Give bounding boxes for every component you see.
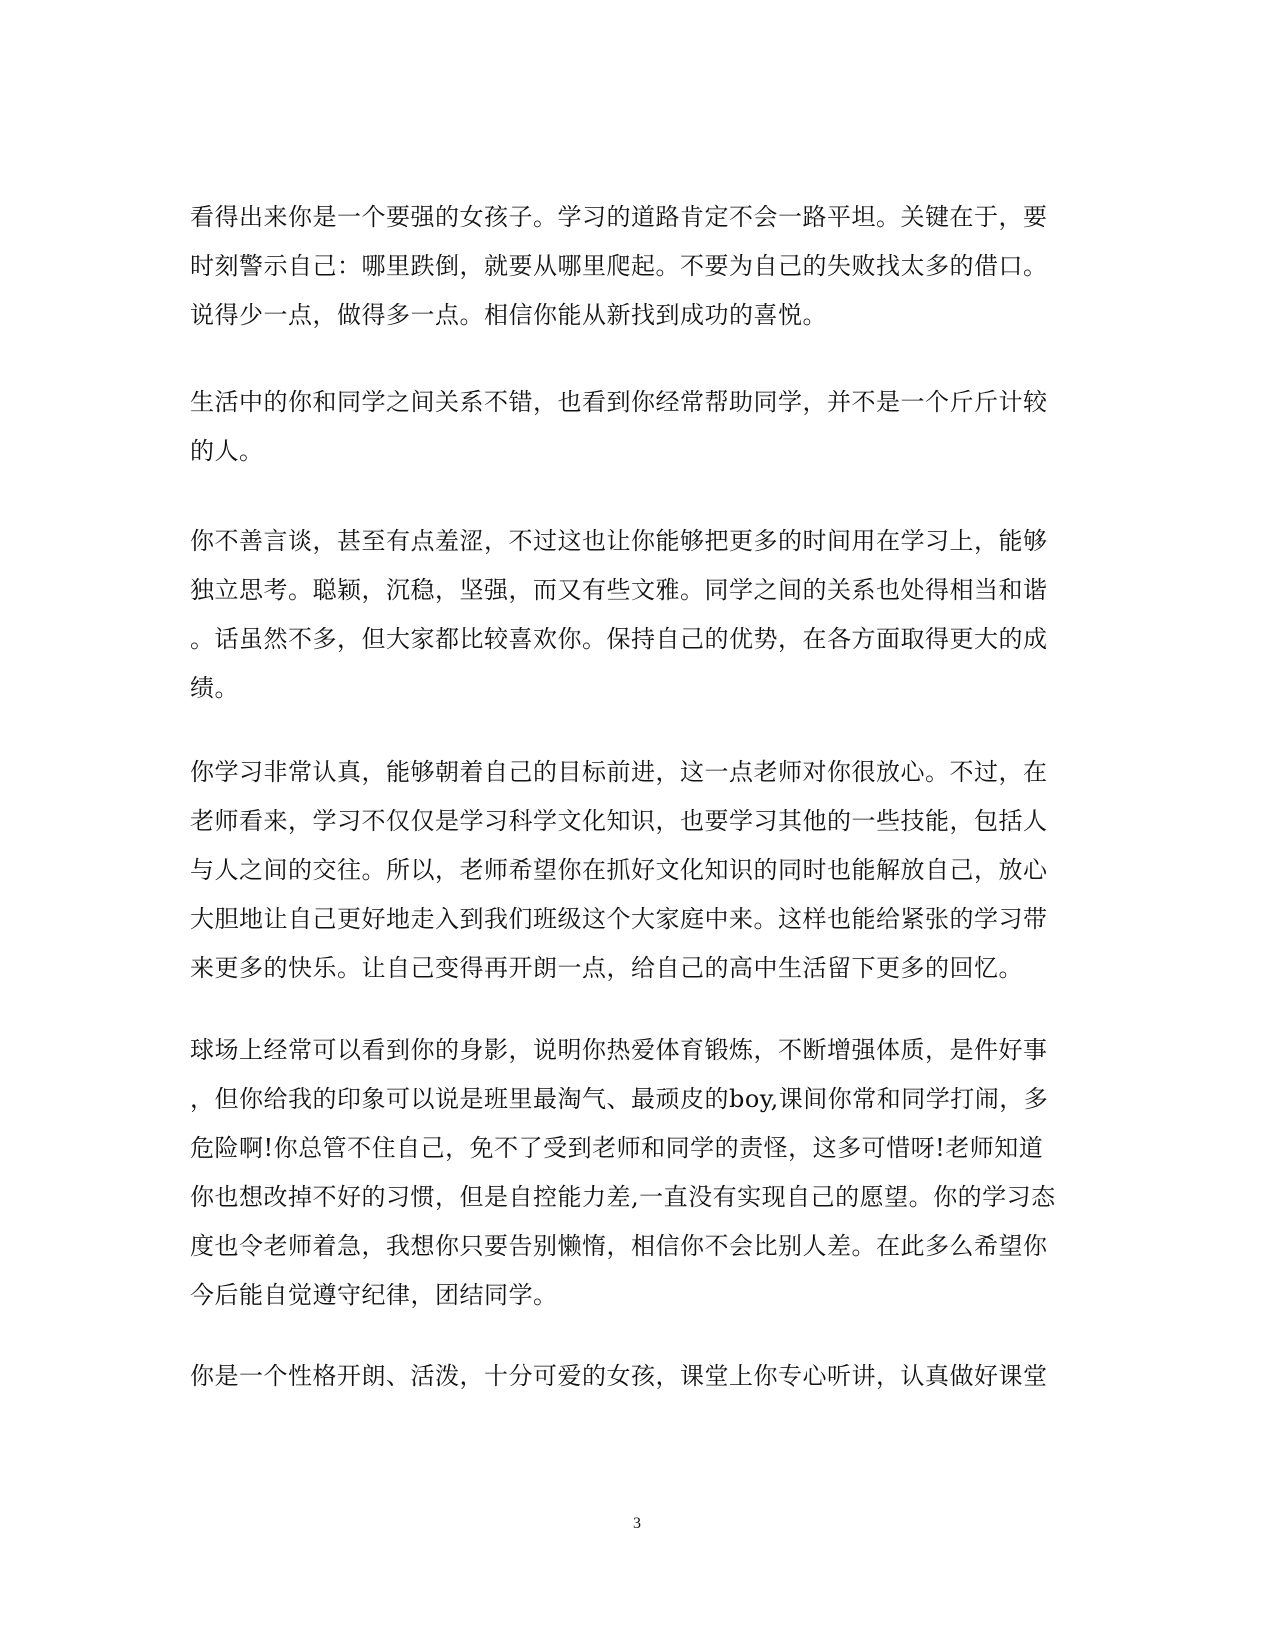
text-line: 危险啊!你总管不住自己，免不了受到老师和同学的责怪，这多可惜呀!老师知道: [190, 1134, 1044, 1162]
text-line: 来更多的快乐。让自己变得再开朗一点，给自己的高中生活留下更多的回忆。: [190, 954, 1023, 982]
paragraph-2: [190, 378, 1090, 476]
text-line: 生活中的你和同学之间关系不错，也看到你经常帮助同学，并不是一个斤斤计较: [190, 388, 1048, 416]
paragraph-6: [190, 1352, 1090, 1401]
text-line: 老师看来，学习不仅仅是学习科学文化知识，也要学习其他的一些技能，包括人: [190, 807, 1048, 835]
paragraph-5: [190, 1026, 1090, 1320]
text-line: 度也令老师着急，我想你只要告别懒惰，相信你不会比别人差。在此多么希望你: [190, 1232, 1048, 1260]
text-line: 绩。: [190, 674, 239, 702]
text-line: 球场上经常可以看到你的身影，说明你热爱体育锻炼，不断增强体质，是件好事: [190, 1036, 1048, 1064]
text-line: 时刻警示自己：哪里跌倒，就要从哪里爬起。不要为自己的失败找太多的借口。: [190, 252, 1048, 280]
text-line: 独立思考。聪颖，沉稳，坚强，而又有些文雅。同学之间的关系也处得相当和谐: [190, 576, 1048, 604]
text-line: 今后能自觉遵守纪律，团结同学。: [190, 1281, 558, 1309]
page-number: 3: [633, 1515, 641, 1532]
paragraph-3: [190, 517, 1090, 713]
paragraph-4: [190, 748, 1090, 993]
text-line: 。话虽然不多，但大家都比较喜欢你。保持自己的优势，在各方面取得更大的成: [190, 625, 1048, 653]
text-line: ，但你给我的印象可以说是班里最淘气、最顽皮的boy,课间你常和同学打闹，多: [190, 1085, 1049, 1113]
text-line: 你是一个性格开朗、活泼，十分可爱的女孩，课堂上你专心听讲，认真做好课堂: [190, 1362, 1048, 1390]
text-line: 的人。: [190, 437, 264, 465]
text-line: 说得少一点，做得多一点。相信你能从新找到成功的喜悦。: [190, 301, 827, 329]
text-line: 看得出来你是一个要强的女孩子。学习的道路肯定不会一路平坦。关键在于，要: [190, 203, 1048, 231]
text-line: 与人之间的交往。所以，老师希望你在抓好文化知识的同时也能解放自己，放心: [190, 856, 1048, 884]
text-line: 你也想改掉不好的习惯，但是自控能力差,一直没有实现自己的愿望。你的学习态: [190, 1183, 1056, 1211]
paragraph-1: [190, 193, 1090, 340]
text-line: 你不善言谈，甚至有点羞涩，不过这也让你能够把更多的时间用在学习上，能够: [190, 527, 1048, 555]
text-line: 大胆地让自己更好地走入到我们班级这个大家庭中来。这样也能给紧张的学习带: [190, 905, 1048, 933]
text-line: 你学习非常认真，能够朝着自己的目标前进，这一点老师对你很放心。不过，在: [190, 758, 1048, 786]
